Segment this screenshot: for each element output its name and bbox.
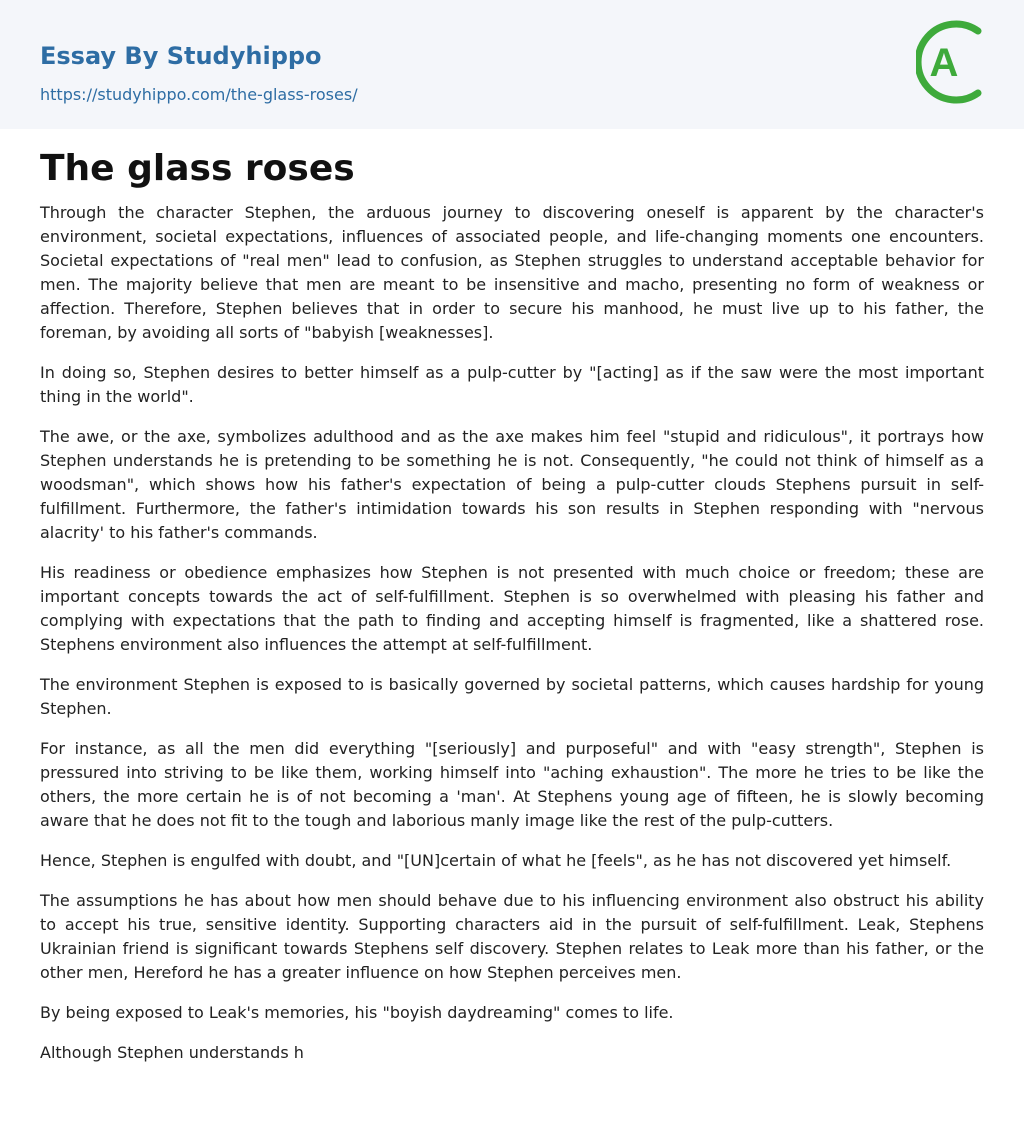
essay-paragraph: For instance, as all the men did everything "[seriously] and purposeful" and with "easy strength", Stephen is pressured into striving to be like them, working himself into "aching exhaustion". The more he tries to be like the others, the more certain he is of not becoming a 'man'. At Stephens young age of fifteen, he is slowly becoming aware that he does not fit to the tough and laborious manly image like the rest of the pulp-cutters.	[40, 739, 984, 830]
essay-paragraph: The awe, or the axe, symbolizes adulthood and as the axe makes him feel "stupid and ridiculous", it portrays how Stephen understands he is pretending to be something he is not. Consequently, "he could not think of himself as a woodsman", which shows how his father's expectation of being a pulp-cutter clouds Stephens pursuit in self-fulfillment. Furthermore, the father's intimidation towards his son results in Stephen responding with "nervous alacrity' to his father's commands.	[40, 427, 984, 542]
essay-paragraph: The assumptions he has about how men should behave due to his influencing environment also obstruct his ability to accept his true, sensitive identity. Supporting characters aid in the pursuit of self-fulfillment. Leak, Stephens Ukrainian friend is significant towards Stephens self discovery. Stephen relates to Leak more than his father, or the other men, Hereford he has a greater influence on how Stephen perceives men.	[40, 891, 984, 982]
essay-paragraph: Hence, Stephen is engulfed with doubt, and "[UN]certain of what he [feels", as he has not discovered yet himself.	[40, 851, 952, 870]
essay-paragraph: By being exposed to Leak's memories, his "boyish daydreaming" comes to life.	[40, 1003, 674, 1022]
studyhippo-logo-icon[interactable]	[916, 18, 986, 106]
site-header	[0, 0, 1024, 129]
brand-title: Essay By Studyhippo	[40, 42, 322, 70]
essay-paragraph: The environment Stephen is exposed to is basically governed by societal patterns, which causes hardship for young Stephen.	[40, 675, 984, 718]
essay-paragraph: In doing so, Stephen desires to better himself as a pulp-cutter by "[acting] as if the saw were the most important thing in the world".	[40, 363, 984, 406]
essay-paragraph: Through the character Stephen, the arduous journey to discovering oneself is apparent by the character's environment, societal expectations, influences of associated people, and life-changing moments one encounters. Societal expectations of "real men" lead to confusion, as Stephen struggles to understand acceptable behavior for men. The majority believe that men are meant to be insensitive and macho, presenting no form of weakness or affection. Therefore, Stephen believes that in order to secure his manhood, he must live up to his father, the foreman, by avoiding all sorts of "babyish [weaknesses].	[40, 203, 984, 342]
essay-paragraph: Although Stephen understands h	[40, 1043, 304, 1062]
source-url-link[interactable]: https://studyhippo.com/the-glass-roses/	[40, 85, 358, 104]
page-title: The glass roses	[40, 148, 355, 189]
essay-paragraph: His readiness or obedience emphasizes how Stephen is not presented with much choice or freedom; these are important concepts towards the act of self-fulfillment. Stephen is so overwhelmed with pleasing his father and complying with expectations that the path to finding and accepting himself is fragmented, like a shattered rose. Stephens environment also influences the attempt at self-fulfillment.	[40, 563, 984, 654]
logo-letter: A	[929, 41, 959, 85]
essay-content	[0, 129, 1024, 1065]
